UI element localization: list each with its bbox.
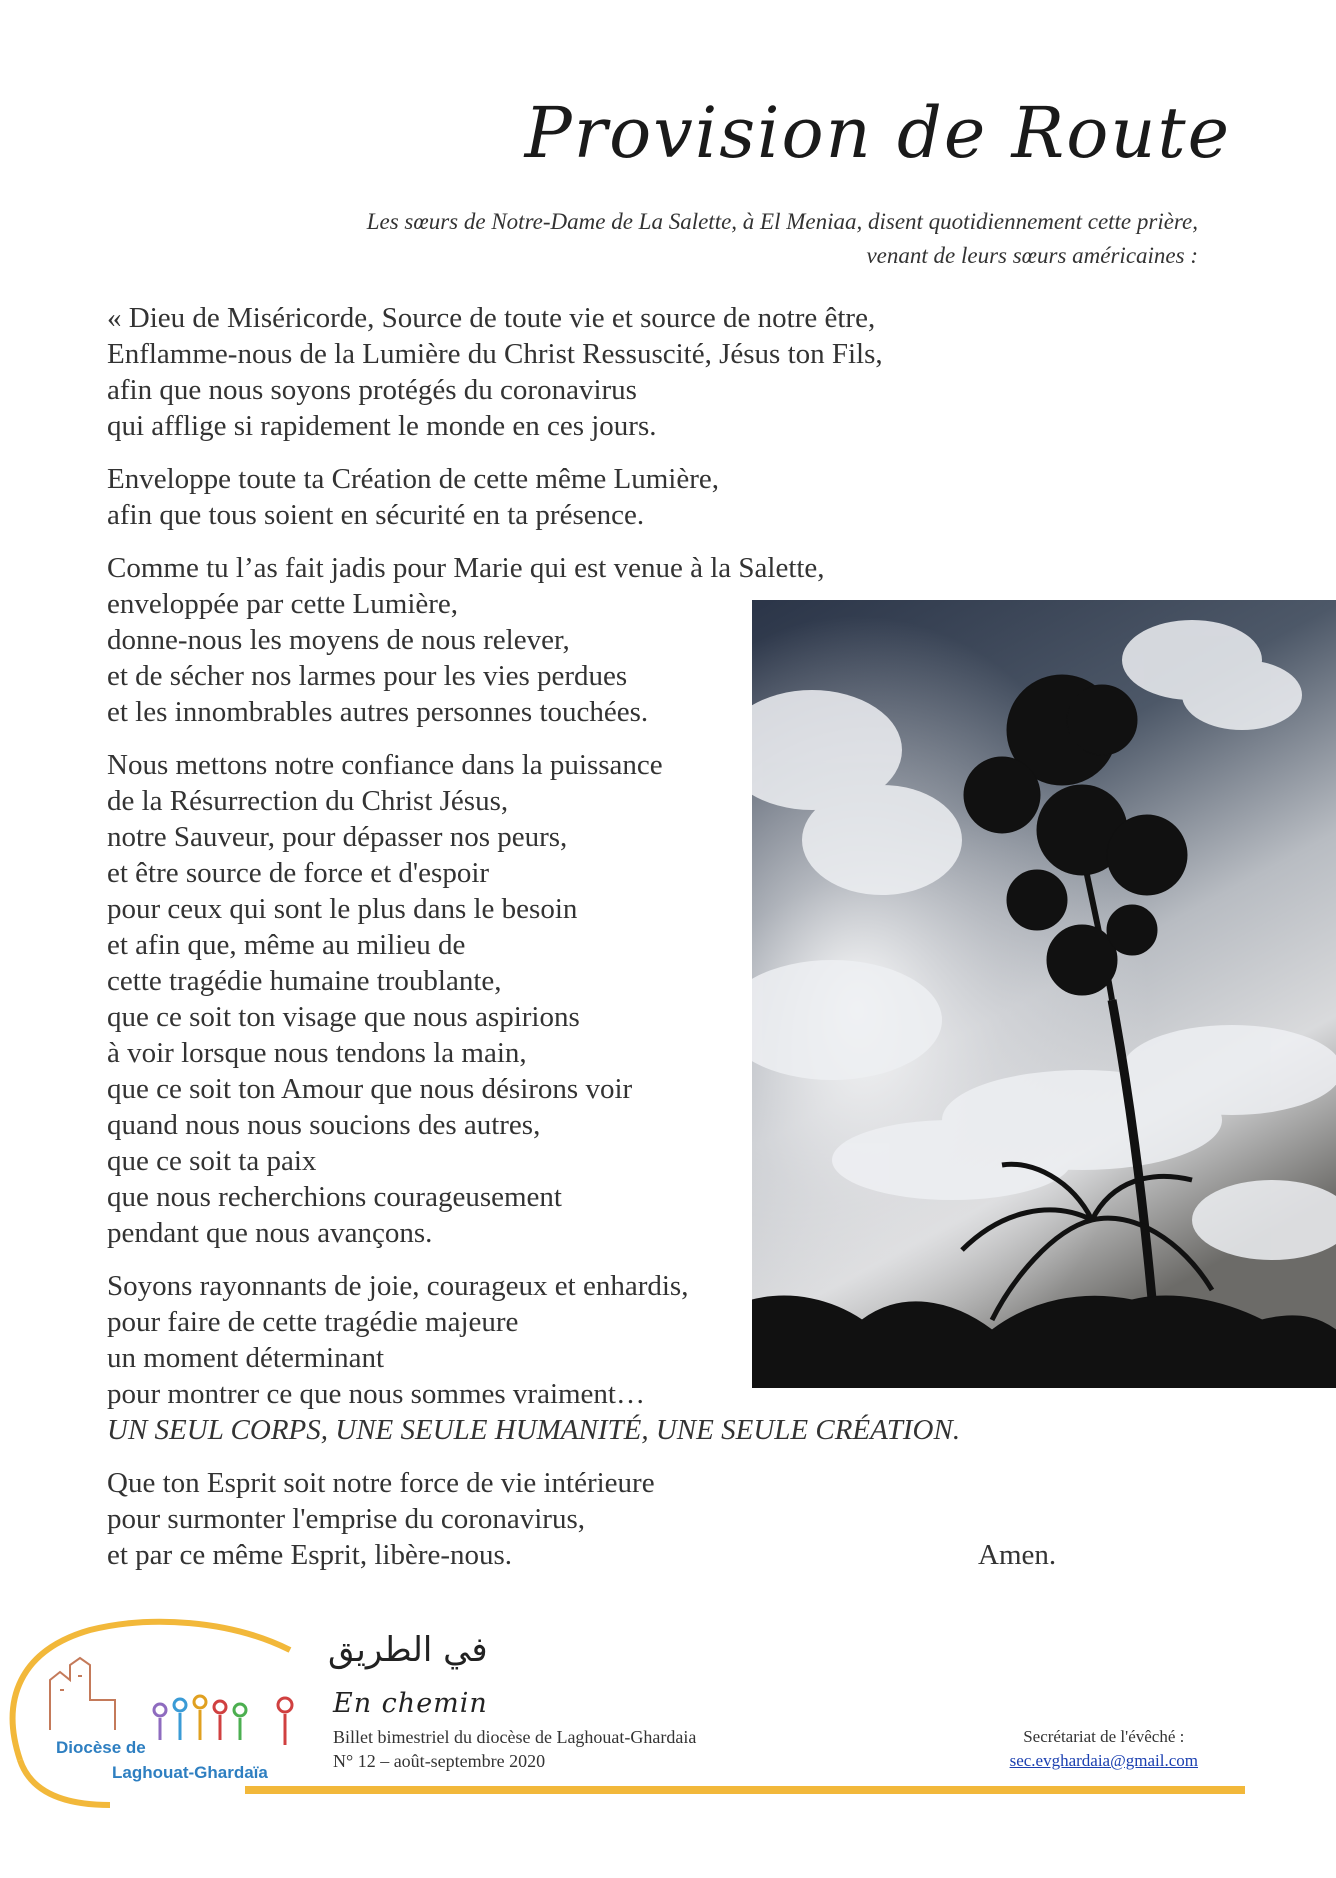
poem-line: de la Résurrection du Christ Jésus, — [107, 785, 509, 817]
poem-line: cette tragédie humaine troublante, — [107, 965, 502, 997]
poem-line: quand nous nous soucions des autres, — [107, 1109, 541, 1141]
poem-line: Soyons rayonnants de joie, courageux et enhardis, — [107, 1270, 689, 1302]
poem-line: Comme tu l’as fait jadis pour Marie qui est venue à la Salette, — [107, 552, 825, 584]
poem-line: et de sécher nos larmes pour les vies perdues — [107, 660, 628, 692]
logo-text: Diocèse de — [56, 1738, 146, 1757]
poem-line: que ce soit ta paix — [107, 1145, 317, 1177]
bulletin-info — [333, 1725, 696, 1773]
arabic-title: في الطريق — [328, 1630, 488, 1670]
stanza-6 — [107, 1465, 1057, 1573]
poem-line: que ce soit ton visage que nous aspirions — [107, 1001, 580, 1033]
poem-line: pendant que nous avançons. — [107, 1217, 433, 1249]
poem-line: et afin que, même au milieu de — [107, 929, 466, 961]
poem-line: Que ton Esprit soit notre force de vie intérieure — [107, 1467, 655, 1499]
bulletin-name: En chemin — [333, 1688, 488, 1719]
amen-text: Amen. — [978, 1539, 1057, 1571]
stanza-2 — [107, 461, 987, 533]
secretariat-contact — [1010, 1725, 1198, 1773]
stanza-1 — [107, 300, 987, 444]
poem-line: qui afflige si rapidement le monde en ces jours. — [107, 410, 657, 442]
bulletin-line: N° 12 – août-septembre 2020 — [333, 1751, 546, 1771]
logo-text: Laghouat-Ghardaïa — [112, 1763, 268, 1782]
poem-line: pour ceux qui sont le plus dans le besoin — [107, 893, 578, 925]
poem-line: Enflamme-nous de la Lumière du Christ Ressuscité, Jésus ton Fils, — [107, 338, 883, 370]
intro-line: venant de leurs sœurs américaines : — [866, 243, 1198, 268]
poem-line: pour faire de cette tragédie majeure — [107, 1306, 519, 1338]
secretariat-label: Secrétariat de l'évêché : — [1023, 1727, 1185, 1746]
poem-line: Enveloppe toute ta Création de cette même Lumière, — [107, 463, 719, 495]
email-link[interactable]: sec.evghardaia@gmail.com — [1009, 1751, 1198, 1770]
poem-line: pour montrer ce que nous sommes vraiment… — [107, 1378, 645, 1410]
sky-tree-photo — [752, 600, 1336, 1388]
poem-line: Nous mettons notre confiance dans la puissance — [107, 749, 663, 781]
poem-line: afin que nous soyons protégés du coronavirus — [107, 374, 637, 406]
poem-line: pour surmonter l'emprise du coronavirus, — [107, 1503, 585, 1535]
poem-line: afin que tous soient en sécurité en ta présence. — [107, 499, 645, 531]
poem-line: donne-nous les moyens de nous relever, — [107, 624, 570, 656]
poem-line: à voir lorsque nous tendons la main, — [107, 1037, 527, 1069]
poem-line: « Dieu de Miséricorde, Source de toute vie et source de notre être, — [107, 302, 876, 334]
poem-line: et par ce même Esprit, libère-nous. — [107, 1539, 513, 1571]
poem-line: et les innombrables autres personnes touchées. — [107, 696, 649, 728]
page-title: Provision de Route — [524, 92, 1231, 174]
intro-text — [367, 205, 1198, 273]
bulletin-line: Billet bimestriel du diocèse de Laghouat-Ghardaia — [333, 1727, 697, 1747]
poem-line: que nous recherchions courageusement — [107, 1181, 562, 1213]
poem-line: enveloppée par cette Lumière, — [107, 588, 459, 620]
poem-line: un moment déterminant — [107, 1342, 385, 1374]
poem-line: et être source de force et d'espoir — [107, 857, 490, 889]
poem-line: notre Sauveur, pour dépasser nos peurs, — [107, 821, 568, 853]
footer-divider — [245, 1786, 1245, 1794]
photo-illustration — [752, 600, 1336, 1388]
poem-line: que ce soit ton Amour que nous désirons voir — [107, 1073, 633, 1105]
intro-line: Les sœurs de Notre-Dame de La Salette, à El Meniaa, disent quotidiennement cette prière, — [366, 209, 1198, 234]
poem-line-emphasis: UN SEUL CORPS, UNE SEULE HUMANITÉ, UNE SEULE CRÉATION. — [107, 1414, 961, 1446]
